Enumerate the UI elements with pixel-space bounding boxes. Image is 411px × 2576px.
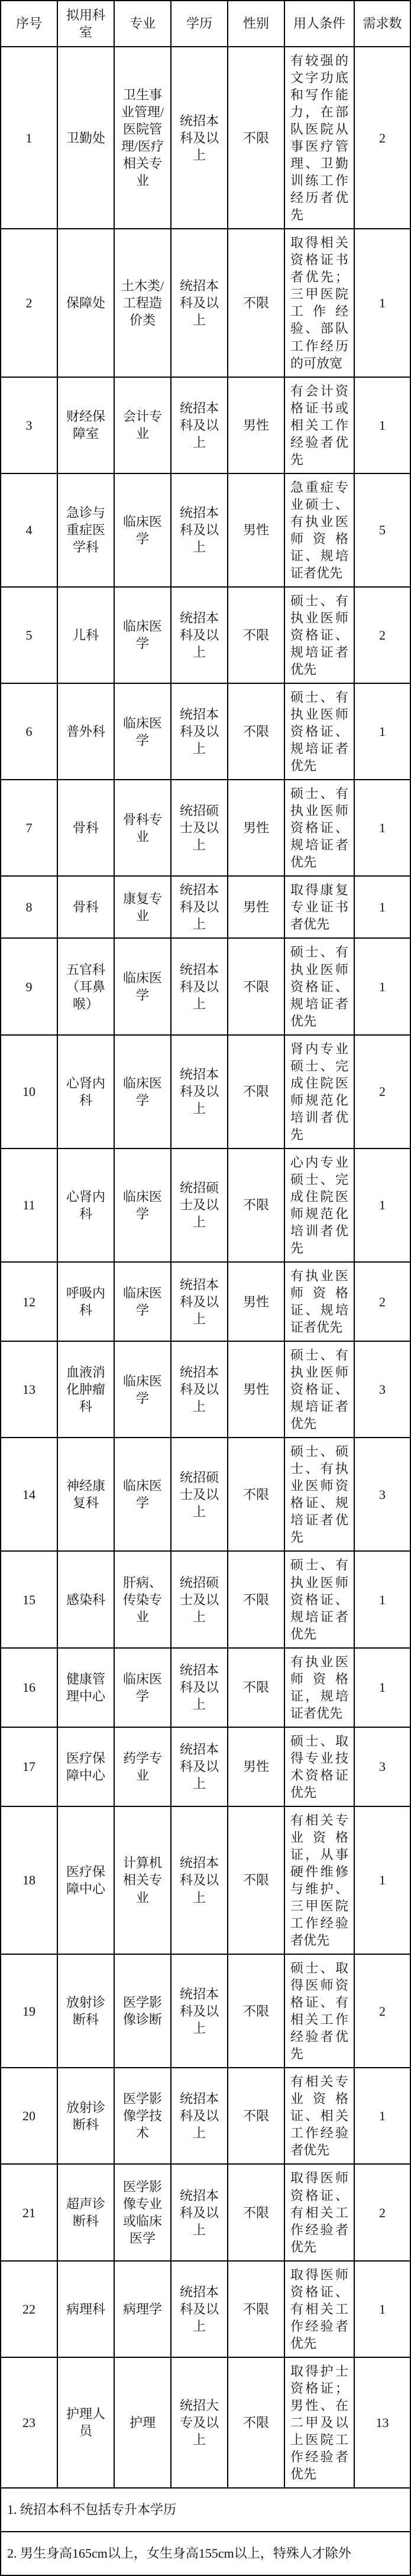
count-cell: 13 [354,2357,410,2488]
gender-cell: 不限 [228,1648,284,1727]
major-cell: 临床医学 [114,938,171,1034]
gender-cell: 男性 [228,377,284,473]
degree-cell: 统招本科及以上 [171,938,228,1034]
count-cell: 1 [354,1551,410,1647]
condition-cell: 硕士、有执业医师资格证、规培证者优先 [284,938,354,1034]
table-row [1,1648,410,1727]
count-cell: 1 [354,229,410,377]
major-cell: 医学影像学技术 [114,2068,171,2164]
condition-cell: 有相关专业资格证、相关工作经验者优先 [284,2068,354,2164]
department-cell: 病理科 [57,2261,114,2357]
condition-cell: 取得相关资格证书者优先；三甲医院工作经验、部队工作经历的可放宽 [284,229,354,377]
degree-cell: 统招本科及以上 [171,229,228,377]
degree-cell: 统招本科及以上 [171,1727,228,1806]
note-text-1: 1. 统招本科不包括专升本学历 [1,2488,410,2532]
table-row [1,938,410,1034]
count-cell: 1 [354,1149,410,1262]
major-cell: 临床医学 [114,1438,171,1551]
serial-cell: 2 [1,229,57,377]
header-department: 拟用科室 [57,1,114,47]
condition-cell: 硕士、有执业医师资格证、规培证者优先 [284,780,354,876]
serial-cell: 14 [1,1438,57,1551]
serial-cell: 10 [1,1035,57,1149]
table-row [1,1149,410,1262]
degree-cell: 统招本科及以上 [171,473,228,587]
degree-cell: 统招硕士及以上 [171,780,228,876]
condition-cell: 硕士、硕士、有执业医师资格证、规培证者优先 [284,1438,354,1551]
serial-cell: 22 [1,2261,57,2357]
serial-cell: 7 [1,780,57,876]
count-cell: 2 [354,47,410,229]
serial-cell: 11 [1,1149,57,1262]
major-cell: 临床医学 [114,587,171,683]
count-cell: 2 [354,1954,410,2068]
serial-cell: 15 [1,1551,57,1647]
serial-cell: 4 [1,473,57,587]
table-row [1,2164,410,2260]
degree-cell: 统招本科及以上 [171,587,228,683]
condition-cell: 硕士、有执业医师资格证、规培证者优先 [284,1341,354,1438]
table-row [1,377,410,473]
major-cell: 病理学 [114,2261,171,2357]
major-cell: 护理 [114,2357,171,2488]
gender-cell: 男性 [228,1727,284,1806]
department-cell: 儿科 [57,587,114,683]
department-cell: 神经康复科 [57,1438,114,1551]
degree-cell: 统招本科及以上 [171,1806,228,1954]
count-cell: 1 [354,2068,410,2164]
table-row [1,2357,410,2488]
condition-cell: 硕士、有执业医师资格证、规培证者优先 [284,1551,354,1647]
condition-cell: 肾内专业硕士、完成住院医师规范化培训者优先 [284,1035,354,1149]
serial-cell: 9 [1,938,57,1034]
department-cell: 卫勤处 [57,47,114,229]
count-cell: 1 [354,1648,410,1727]
department-cell: 心肾内科 [57,1149,114,1262]
major-cell: 临床医学 [114,1262,171,1341]
condition-cell: 硕士、取得专业技术资格证优先 [284,1727,354,1806]
department-cell: 财经保障室 [57,377,114,473]
table-row [1,2261,410,2357]
major-cell: 临床医学 [114,1648,171,1727]
serial-cell: 23 [1,2357,57,2488]
table-row [1,1727,410,1806]
department-cell: 五官科（耳鼻喉） [57,938,114,1034]
major-cell: 临床医学 [114,1341,171,1438]
count-cell: 2 [354,1035,410,1149]
gender-cell: 不限 [228,229,284,377]
degree-cell: 统招本科及以上 [171,2068,228,2164]
count-cell: 1 [354,2261,410,2357]
header-condition: 用人条件 [284,1,354,47]
serial-cell: 1 [1,47,57,229]
department-cell: 心肾内科 [57,1035,114,1149]
major-cell: 药学专业 [114,1727,171,1806]
count-cell: 1 [354,683,410,780]
table-row [1,1035,410,1149]
degree-cell: 统招本科及以上 [171,47,228,229]
condition-cell: 有执业医师资格证，规培证者优先 [284,1648,354,1727]
condition-cell: 取得护士资格证；男性、在二甲及以上医院工作经验者优先 [284,2357,354,2488]
serial-cell: 18 [1,1806,57,1954]
gender-cell: 不限 [228,1806,284,1954]
condition-cell: 硕士、有执业医师资格证、规培证者优先 [284,587,354,683]
note-text-2: 2. 男生身高165cm以上，女生身高155cm以上，特殊人才除外 [1,2532,410,2575]
department-cell: 急诊与重症医学科 [57,473,114,587]
condition-cell: 有会计资格证书或相关工作经验者优先 [284,377,354,473]
gender-cell: 不限 [228,938,284,1034]
degree-cell: 统招本科及以上 [171,683,228,780]
degree-cell: 统招本科及以上 [171,377,228,473]
condition-cell: 心内专业硕士、完成住院医师规范化培训者优先 [284,1149,354,1262]
note-row [1,2532,410,2575]
table-row [1,473,410,587]
gender-cell: 不限 [228,2164,284,2260]
gender-cell: 男性 [228,876,284,938]
department-cell: 医疗保障中心 [57,1727,114,1806]
gender-cell: 男性 [228,473,284,587]
count-cell: 1 [354,938,410,1034]
degree-cell: 统招本科及以上 [171,1262,228,1341]
gender-cell: 男性 [228,780,284,876]
header-serial: 序号 [1,1,57,47]
department-cell: 呼吸内科 [57,1262,114,1341]
gender-cell: 不限 [228,1954,284,2068]
gender-cell: 不限 [228,2357,284,2488]
major-cell: 土木类/工程造价类 [114,229,171,377]
condition-cell: 急重症专业硕士、有执业医师资格证、规培证者优先 [284,473,354,587]
count-cell: 3 [354,1438,410,1551]
header-gender: 性别 [228,1,284,47]
header-row [1,1,410,47]
gender-cell: 不限 [228,683,284,780]
count-cell: 1 [354,377,410,473]
table-row [1,1438,410,1551]
department-cell: 超声诊断科 [57,2164,114,2260]
gender-cell: 男性 [228,1262,284,1341]
department-cell: 放射诊断科 [57,1954,114,2068]
major-cell: 临床医学 [114,473,171,587]
serial-cell: 19 [1,1954,57,2068]
major-cell: 医学影像诊断 [114,1954,171,2068]
degree-cell: 统招硕士及以上 [171,1438,228,1551]
table-row [1,780,410,876]
condition-cell: 取得康复专业证书者优先 [284,876,354,938]
department-cell: 血液消化肿瘤科 [57,1341,114,1438]
count-cell: 1 [354,876,410,938]
major-cell: 计算机相关专业 [114,1806,171,1954]
condition-cell: 有执业医师资格证、规培证者优先 [284,1262,354,1341]
major-cell: 临床医学 [114,1149,171,1262]
serial-cell: 17 [1,1727,57,1806]
table-row [1,683,410,780]
gender-cell: 不限 [228,2261,284,2357]
table-row [1,2068,410,2164]
department-cell: 医疗保障中心 [57,1806,114,1954]
count-cell: 2 [354,2164,410,2260]
table-row [1,587,410,683]
table-row [1,876,410,938]
table-row [1,1806,410,1954]
gender-cell: 不限 [228,1149,284,1262]
count-cell: 3 [354,1727,410,1806]
serial-cell: 20 [1,2068,57,2164]
department-cell: 普外科 [57,683,114,780]
condition-cell: 取得医师资格证、有相关工作经验者优先 [284,2261,354,2357]
serial-cell: 16 [1,1648,57,1727]
gender-cell: 不限 [228,1035,284,1149]
department-cell: 感染科 [57,1551,114,1647]
condition-cell: 取得医师资格证、有相关工作经验者优先 [284,2164,354,2260]
count-cell: 2 [354,1262,410,1341]
header-count: 需求数 [354,1,410,47]
condition-cell: 有较强的文字功底和写作能力，在部队医院从事医疗管理、卫勤训练工作经历者优先 [284,47,354,229]
count-cell: 1 [354,1806,410,1954]
count-cell: 2 [354,587,410,683]
department-cell: 保障处 [57,229,114,377]
serial-cell: 8 [1,876,57,938]
table-notes [1,2488,410,2575]
count-cell: 5 [354,473,410,587]
major-cell: 肝病、传染专业 [114,1551,171,1647]
serial-cell: 12 [1,1262,57,1341]
major-cell: 康复专业 [114,876,171,938]
condition-cell: 硕士、取得医师资格证、有相关工作经验者优先 [284,1954,354,2068]
condition-cell: 硕士、有执业医师资格证、规培证者优先 [284,683,354,780]
table-row [1,47,410,229]
degree-cell: 统招本科及以上 [171,2164,228,2260]
table-row [1,1551,410,1647]
major-cell: 会计专业 [114,377,171,473]
table-body [1,47,410,2488]
major-cell: 临床医学 [114,1035,171,1149]
degree-cell: 统招本科及以上 [171,1341,228,1438]
serial-cell: 5 [1,587,57,683]
serial-cell: 13 [1,1341,57,1438]
department-cell: 健康管理中心 [57,1648,114,1727]
header-major: 专业 [114,1,171,47]
gender-cell: 不限 [228,1438,284,1551]
department-cell: 骨科 [57,780,114,876]
serial-cell: 3 [1,377,57,473]
gender-cell: 不限 [228,47,284,229]
serial-cell: 21 [1,2164,57,2260]
degree-cell: 统招大专及以上 [171,2357,228,2488]
table-header [1,1,410,47]
gender-cell: 不限 [228,587,284,683]
degree-cell: 统招本科及以上 [171,1648,228,1727]
major-cell: 临床医学 [114,683,171,780]
department-cell: 骨科 [57,876,114,938]
count-cell: 1 [354,780,410,876]
degree-cell: 统招本科及以上 [171,1035,228,1149]
major-cell: 医学影像专业或临床医学 [114,2164,171,2260]
department-cell: 放射诊断科 [57,2068,114,2164]
major-cell: 骨科专业 [114,780,171,876]
table-row [1,229,410,377]
degree-cell: 统招本科及以上 [171,876,228,938]
gender-cell: 男性 [228,1341,284,1438]
header-degree: 学历 [171,1,228,47]
table-row [1,1954,410,2068]
serial-cell: 6 [1,683,57,780]
department-cell: 护理人员 [57,2357,114,2488]
degree-cell: 统招本科及以上 [171,2261,228,2357]
gender-cell: 不限 [228,2068,284,2164]
degree-cell: 统招硕士及以上 [171,1149,228,1262]
table-row [1,1262,410,1341]
note-row [1,2488,410,2532]
degree-cell: 统招硕士及以上 [171,1551,228,1647]
count-cell: 3 [354,1341,410,1438]
table-row [1,1341,410,1438]
major-cell: 卫生事业管理/医院管理/医疗相关专业 [114,47,171,229]
degree-cell: 统招本科及以上 [171,1954,228,2068]
gender-cell: 不限 [228,1551,284,1647]
condition-cell: 有相关专业资格证，从事硬件维修与维护、三甲医院工作经验者优先 [284,1806,354,1954]
